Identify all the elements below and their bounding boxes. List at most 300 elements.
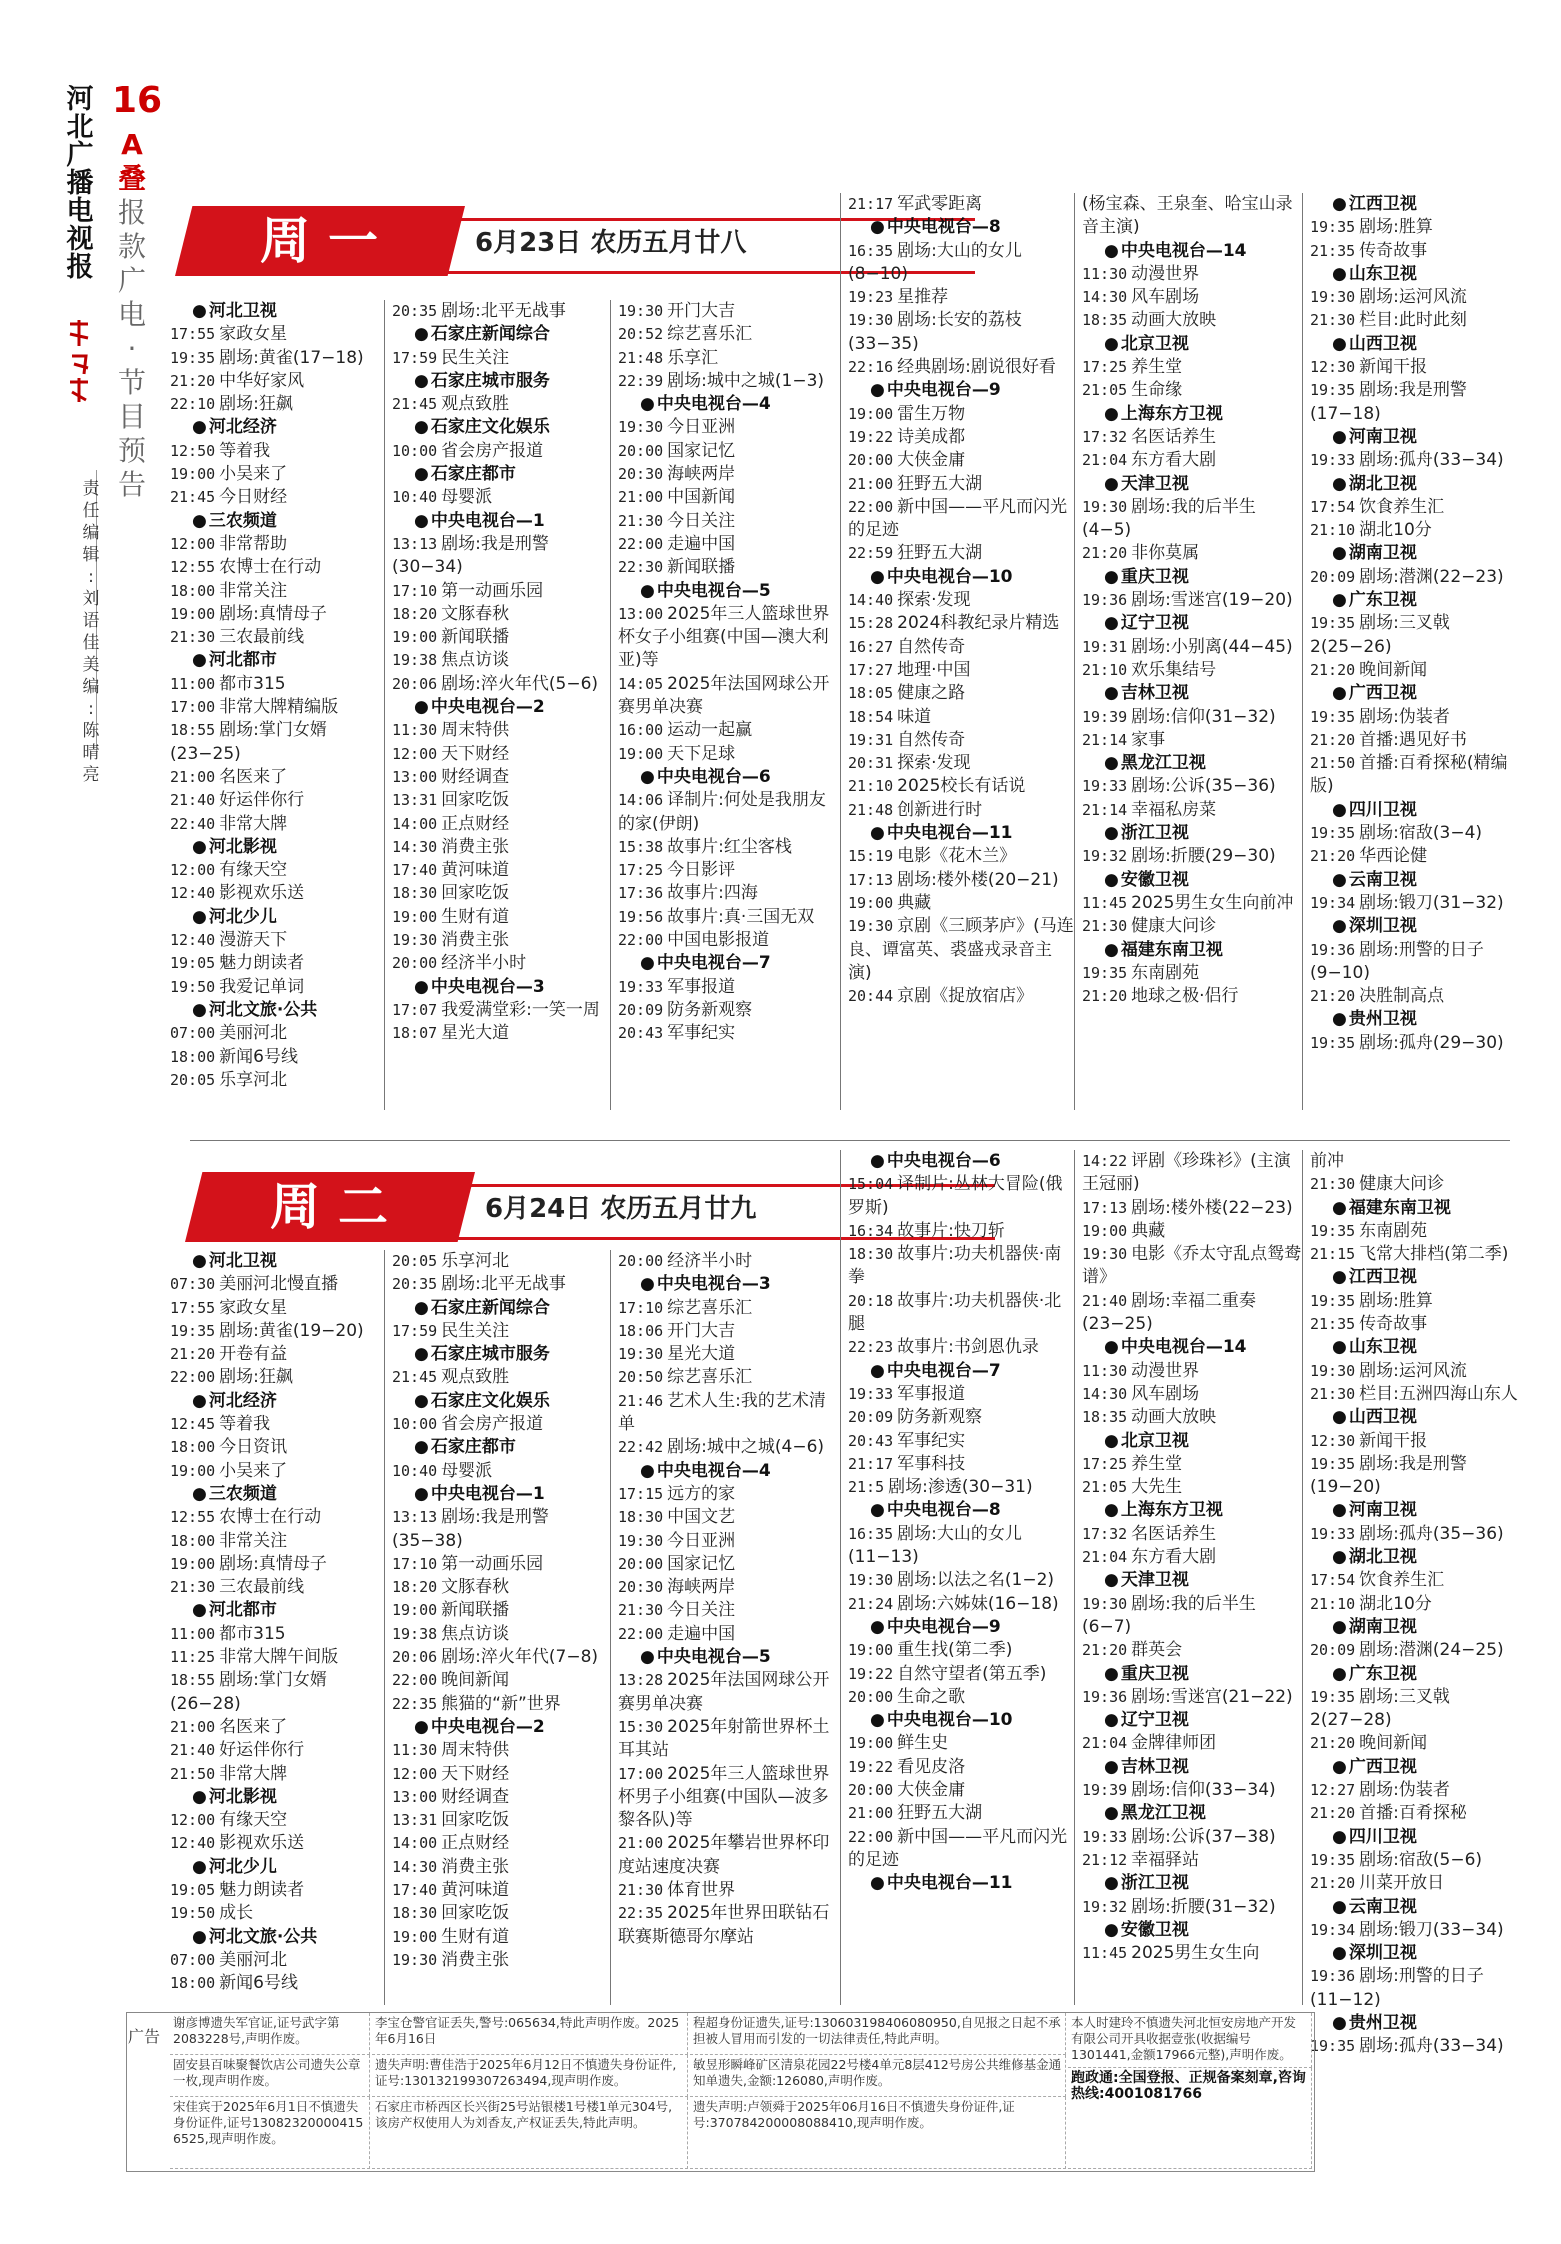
- program-entry: [618, 300, 840, 323]
- column-divider: [610, 1250, 611, 2005]
- program-title: 首播:遇见好书: [1359, 729, 1467, 750]
- program-title: 地球之极·侣行: [1131, 986, 1239, 1007]
- program-title: 狂野五大湖: [897, 1803, 983, 1824]
- tuesday-date: 6月24日 农历五月廿九: [485, 1194, 757, 1224]
- program-title: 星光大道: [441, 1023, 510, 1044]
- program-title: 星推荐: [897, 287, 949, 308]
- program-title: 海峡两岸: [667, 464, 736, 485]
- program-time: 14:40: [848, 591, 894, 610]
- program-time: 21:00: [618, 488, 664, 507]
- program-title: 生命之歌: [897, 1686, 966, 1707]
- program-entry: [392, 626, 610, 649]
- program-entry: [170, 696, 382, 719]
- program-time: 17:54: [1310, 1571, 1356, 1590]
- newspaper-logo: [64, 316, 94, 396]
- channel-heading: ● 三农频道: [170, 1483, 382, 1506]
- program-title: 剧场:孤舟(33−34): [1359, 2036, 1504, 2057]
- channel-heading: ● 中央电视台—9: [848, 1616, 1074, 1639]
- program-title: 民生关注: [441, 347, 510, 368]
- program-time: 15:38: [618, 837, 664, 856]
- program-time: 14:30: [1082, 1384, 1128, 1403]
- paper-name: [62, 86, 98, 282]
- program-time: 19:30: [392, 931, 438, 950]
- program-time: 19:38: [392, 651, 438, 670]
- program-entry: [1082, 379, 1302, 402]
- program-title: 剧场:三叉戟2(25−26): [1310, 613, 1450, 657]
- program-title: 美丽河北慢直播: [219, 1274, 339, 1295]
- program-entry: [170, 533, 382, 556]
- program-time: 17:00: [618, 1764, 664, 1783]
- program-entry: [848, 473, 1074, 496]
- program-entry: [1310, 1802, 1520, 1825]
- channel-heading: ● 北京卫视: [1082, 1430, 1302, 1453]
- program-title: 生财有道: [441, 1926, 510, 1947]
- program-title: 军事纪实: [667, 1023, 736, 1044]
- channel-heading: ● 山东卫视: [1310, 1336, 1520, 1359]
- program-time: 19:30: [1082, 497, 1128, 516]
- program-entry: [170, 766, 382, 789]
- program-title: 运动一起赢: [667, 720, 753, 741]
- program-time: 20:00: [618, 1252, 664, 1270]
- program-time: 12:00: [170, 861, 216, 880]
- channel-heading: ● 中央电视台—2: [392, 1716, 610, 1739]
- program-entry: [618, 1763, 840, 1833]
- program-entry: [848, 1243, 1074, 1290]
- program-entry: [848, 286, 1074, 309]
- program-entry: [618, 743, 840, 766]
- program-time: 15:28: [848, 614, 894, 633]
- program-time: 19:30: [1310, 1361, 1356, 1380]
- program-time: 22:00: [848, 497, 894, 516]
- section-rest-char: ·: [127, 332, 137, 365]
- program-title: 2024科教纪录片精选: [897, 613, 1060, 634]
- program-title: 星光大道: [667, 1344, 736, 1365]
- program-entry: [848, 1173, 1074, 1220]
- channel-heading: ● 石家庄城市服务: [392, 1343, 610, 1366]
- program-time: 17:40: [392, 1881, 438, 1900]
- credits-char: 语: [82, 611, 100, 631]
- channel-heading: ● 中央电视台—8: [848, 216, 1074, 239]
- program-time: 21:20: [1310, 987, 1356, 1006]
- program-title: 剧场:公诉(37−38): [1131, 1826, 1276, 1847]
- program-entry: [618, 370, 840, 393]
- section-rest-char: 电: [117, 298, 146, 331]
- channel-heading: ● 河北经济: [170, 1390, 382, 1413]
- monday-weekday: 周一: [260, 211, 396, 270]
- program-time: 21:20: [1310, 1804, 1356, 1823]
- program-time: 17:13: [848, 870, 894, 889]
- program-time: 22:40: [170, 814, 216, 833]
- channel-heading: ● 辽宁卫视: [1082, 612, 1302, 635]
- program-time: 18:20: [392, 1578, 438, 1597]
- program-time: 22:00: [618, 1624, 664, 1643]
- program-entry: [1082, 356, 1302, 379]
- program-time: 13:13: [392, 534, 438, 553]
- program-time: 22:23: [848, 1338, 894, 1357]
- program-time: 16:35: [848, 241, 894, 260]
- program-entry: [848, 496, 1074, 543]
- program-title: 影视欢乐送: [219, 883, 305, 904]
- program-entry: [392, 1460, 610, 1483]
- program-entry: [170, 952, 382, 975]
- program-time: 21:20: [1310, 1734, 1356, 1753]
- program-entry: [1082, 1243, 1302, 1290]
- channel-heading: ● 河北文旅·公共: [170, 999, 382, 1022]
- program-title: 今日资讯: [219, 1437, 288, 1458]
- program-entry: [848, 1336, 1074, 1359]
- program-time: 13:13: [392, 1508, 438, 1527]
- program-time: 17:25: [1082, 1454, 1128, 1473]
- program-title: 影视欢乐送: [219, 1833, 305, 1854]
- program-entry: [1310, 216, 1520, 239]
- program-time: 21:10: [1310, 1594, 1356, 1613]
- program-title: 省会房产报道: [441, 1414, 544, 1435]
- program-title: 东方看大剧: [1131, 450, 1217, 471]
- day-divider: [190, 1140, 1510, 1141]
- program-time: 19:38: [392, 1624, 438, 1643]
- program-entry: [848, 1453, 1074, 1476]
- program-time: 11:25: [170, 1648, 216, 1667]
- program-title: 剧场:三叉戟2(27−28): [1310, 1686, 1450, 1731]
- program-entry: [1082, 845, 1302, 868]
- program-title: 首播:百肴探秘(精编版): [1310, 753, 1508, 797]
- program-title: 故事片:真·三国无双: [667, 906, 815, 927]
- program-title: 动漫世界: [1131, 263, 1200, 284]
- program-title: 天下足球: [667, 743, 736, 764]
- program-entry: [618, 1390, 840, 1437]
- program-entry: [618, 1022, 840, 1045]
- program-entry: [1310, 612, 1520, 659]
- program-title: 剧场:楼外楼(20−21): [897, 869, 1059, 890]
- program-time: 21:17: [848, 195, 894, 213]
- program-entry: [1082, 892, 1302, 915]
- credits-char: 晴: [82, 743, 100, 763]
- program-title: 东南剧苑: [1131, 962, 1200, 983]
- program-time: 17:54: [1310, 497, 1356, 516]
- program-entry: [1082, 1593, 1302, 1640]
- channel-heading: ● 河北少儿: [170, 1856, 382, 1879]
- monday-schedule-column: [170, 300, 382, 1092]
- program-time: 20:00: [848, 1687, 894, 1706]
- channel-heading: ● 深圳卫视: [1310, 1942, 1520, 1965]
- program-entry: [848, 1476, 1074, 1499]
- program-entry: [392, 1273, 610, 1296]
- channel-heading: ● 山东卫视: [1310, 263, 1520, 286]
- program-entry: [618, 719, 840, 742]
- program-entry: [1310, 1593, 1520, 1616]
- program-entry: [618, 1530, 840, 1553]
- program-entry: [848, 589, 1074, 612]
- program-title: 漫游天下: [219, 930, 288, 951]
- program-title: 剧场:城中之城(4−6): [667, 1437, 825, 1458]
- program-title: 新闻6号线: [219, 1973, 298, 1994]
- classified-ad: 遗失声明:卢领舜于2025年06月16日不慎遗失身份证件,证号:370784200008088410,现声明作废。: [690, 2097, 1066, 2169]
- program-title: 好运伴你行: [219, 790, 305, 811]
- program-title: 综艺喜乐汇: [667, 324, 753, 345]
- program-entry: [392, 1832, 610, 1855]
- program-time: 07:00: [170, 1950, 216, 1969]
- channel-heading: ● 福建东南卫视: [1310, 1197, 1520, 1220]
- program-time: 21:35: [1310, 241, 1356, 260]
- program-entry: [392, 859, 610, 882]
- program-title: 观点致胜: [441, 1367, 510, 1388]
- program-time: 19:35: [1310, 1033, 1356, 1052]
- program-entry: [848, 729, 1074, 752]
- program-entry: [1310, 1965, 1520, 2012]
- program-title: 乐享汇: [667, 347, 719, 368]
- program-time: 21:40: [1082, 1291, 1128, 1310]
- program-time: 20:30: [618, 465, 664, 484]
- program-entry: [618, 976, 840, 999]
- program-entry: [170, 1576, 382, 1599]
- program-time: 21:05: [1082, 381, 1128, 400]
- program-entry: [392, 1856, 610, 1879]
- program-time: 12:40: [170, 931, 216, 950]
- program-time: 19:35: [1310, 2037, 1356, 2056]
- program-title: 剧场:我是刑警(35−38): [392, 1507, 549, 1551]
- program-title: 开门大吉: [667, 1320, 736, 1341]
- program-time: 12:40: [170, 1834, 216, 1853]
- program-entry: [848, 1220, 1074, 1243]
- section-rest: [112, 196, 152, 502]
- program-entry: [618, 556, 840, 579]
- program-time: 19:31: [848, 730, 894, 749]
- program-time: 19:35: [1310, 1454, 1356, 1473]
- program-entry: [170, 1530, 382, 1553]
- program-title: 剧场:城中之城(1−3): [667, 370, 825, 391]
- program-title: 剧场:掌门女婿(26−28): [170, 1670, 327, 1714]
- program-title: 非常大牌精编版: [219, 697, 339, 718]
- program-entry: [618, 510, 840, 533]
- program-time: 18:35: [1082, 311, 1128, 330]
- program-entry: [170, 1763, 382, 1786]
- program-entry: [1082, 589, 1302, 612]
- program-time: 10:40: [392, 1461, 438, 1480]
- program-title: 今日关注: [667, 510, 736, 531]
- program-title: 黄河味道: [441, 1880, 510, 1901]
- program-time: 18:55: [170, 1671, 216, 1690]
- program-entry: [392, 1763, 610, 1786]
- program-title: 乐享河北: [441, 1251, 510, 1271]
- channel-heading: ● 中央电视台—4: [618, 393, 840, 416]
- program-time: 21:30: [618, 511, 664, 530]
- program-time: 19:00: [848, 1641, 894, 1660]
- program-entry: [392, 1926, 610, 1949]
- program-time: 21:20: [170, 1345, 216, 1364]
- program-title: 今日财经: [219, 487, 288, 508]
- program-entry: [392, 906, 610, 929]
- program-title: 剧场:我的后半生(4−5): [1082, 496, 1256, 541]
- program-title: 剧场:孤舟(35−36): [1359, 1523, 1504, 1544]
- program-title: 天下财经: [441, 743, 510, 764]
- program-title: 典藏: [1131, 1220, 1166, 1241]
- program-entry: [618, 1669, 840, 1716]
- program-title: 剧场:以法之名(1−2): [897, 1570, 1055, 1591]
- channel-heading: ● 安徽卫视: [1082, 1919, 1302, 1942]
- program-entry: [848, 1569, 1074, 1592]
- program-title: 大先生: [1131, 1477, 1183, 1498]
- program-entry: [392, 766, 610, 789]
- program-title: 剧场:北平无战事: [441, 301, 566, 321]
- program-time: 21:30: [1082, 917, 1128, 936]
- program-title: 剧场:折腰(29−30): [1131, 846, 1276, 867]
- channel-heading: ● 深圳卫视: [1310, 915, 1520, 938]
- monday-schedule-column: [1310, 193, 1520, 1055]
- program-title: 东南剧苑: [1359, 1220, 1428, 1241]
- program-title: 今日亚洲: [667, 1530, 736, 1551]
- program-title: 家政女星: [219, 1297, 288, 1318]
- program-entry: [618, 416, 840, 439]
- column-divider: [384, 1250, 385, 2005]
- program-time: 17:07: [392, 1000, 438, 1019]
- program-time: 14:30: [392, 837, 438, 856]
- program-time: 20:09: [1310, 1641, 1356, 1660]
- program-time: 21:30: [618, 1881, 664, 1900]
- program-title: 综艺喜乐汇: [667, 1367, 753, 1388]
- program-entry: [848, 240, 1074, 287]
- program-entry: [618, 347, 840, 370]
- program-entry: [848, 356, 1074, 379]
- program-title: 焦点访谈: [441, 1623, 510, 1644]
- channel-heading: ● 云南卫视: [1310, 869, 1520, 892]
- program-time: 21:20: [1082, 544, 1128, 563]
- program-title: 经典剧场:剧说很好看: [897, 357, 1056, 378]
- program-time: 21:00: [848, 474, 894, 493]
- program-title: 剧场:宿敌(3−4): [1359, 823, 1483, 844]
- program-time: 18:30: [618, 1508, 664, 1527]
- program-time: 19:00: [170, 1554, 216, 1573]
- program-time: 17:10: [392, 1554, 438, 1573]
- program-entry: [392, 580, 610, 603]
- program-title: 有缘天空: [219, 860, 288, 881]
- program-title: 湖北10分: [1359, 520, 1432, 541]
- program-time: 21:20: [1310, 1874, 1356, 1893]
- program-title: 剧场:雪迷宫(19−20): [1131, 590, 1293, 611]
- program-time: 17:13: [1082, 1198, 1128, 1217]
- program-time: 19:33: [618, 977, 664, 996]
- program-title: 消费主张: [441, 1856, 510, 1877]
- program-title: 名医话养生: [1131, 426, 1217, 447]
- program-entry: [392, 836, 610, 859]
- program-time: 20:00: [392, 954, 438, 973]
- channel-heading: ● 吉林卫视: [1082, 1756, 1302, 1779]
- program-time: 19:00: [170, 465, 216, 484]
- program-time: 19:00: [1082, 1221, 1128, 1240]
- program-entry: [170, 626, 382, 649]
- program-entry: [848, 845, 1074, 868]
- program-title: 华西论健: [1359, 846, 1428, 867]
- program-title: 剧场:长安的荔枝(33−35): [848, 310, 1022, 354]
- program-time: 11:00: [170, 1624, 216, 1643]
- program-entry: [1082, 706, 1302, 729]
- channel-heading: ● 中央电视台—7: [618, 952, 840, 975]
- section-rest-char: 款: [117, 230, 146, 263]
- program-entry: [848, 426, 1074, 449]
- channel-heading: ● 山西卫视: [1310, 1406, 1520, 1429]
- program-title: 等着我: [219, 440, 271, 461]
- program-time: 19:00: [170, 1461, 216, 1480]
- program-title: 首播:百肴探秘: [1359, 1803, 1467, 1824]
- program-entry: [1310, 1243, 1520, 1266]
- section-title: [112, 128, 152, 502]
- program-title: 非常大牌: [219, 1763, 288, 1784]
- program-title: 晚间新闻: [1359, 1733, 1428, 1754]
- program-title: 军事纪实: [897, 1430, 966, 1451]
- channel-heading: ● 上海东方卫视: [1082, 403, 1302, 426]
- program-time: 19:00: [618, 744, 664, 763]
- channel-heading: ● 山西卫视: [1310, 333, 1520, 356]
- program-entry: [1310, 1639, 1520, 1662]
- program-title: 家事: [1131, 729, 1166, 750]
- program-entry: [1082, 309, 1302, 332]
- program-time: 21:10: [1082, 660, 1128, 679]
- program-entry: [1082, 729, 1302, 752]
- program-entry: [848, 1732, 1074, 1755]
- program-entry: [392, 789, 610, 812]
- program-entry: [170, 440, 382, 463]
- program-time: 22:42: [618, 1438, 664, 1457]
- program-time: 21:04: [1082, 1734, 1128, 1753]
- paper-name-char: 广: [66, 140, 94, 171]
- column-divider: [840, 193, 841, 1110]
- program-title: 狂野五大湖: [897, 543, 983, 564]
- program-time: 21:50: [170, 1764, 216, 1783]
- program-time: 20:52: [618, 325, 664, 344]
- program-entry: [1310, 752, 1520, 799]
- program-title: 剧场:我是刑警(19−20): [1310, 1453, 1467, 1498]
- program-entry: [618, 1879, 840, 1902]
- channel-heading: ● 中央电视台—7: [848, 1360, 1074, 1383]
- program-title: 省会房产报道: [441, 440, 544, 461]
- program-title: 剧场:渗透(30−31): [888, 1477, 1033, 1498]
- program-time: 19:36: [1310, 940, 1356, 959]
- program-time: 19:35: [1310, 1850, 1356, 1869]
- program-title: 中国文艺: [667, 1507, 736, 1528]
- program-time: 21:45: [392, 395, 438, 414]
- channel-heading: ● 江西卫视: [1310, 193, 1520, 216]
- column-divider: [1302, 193, 1303, 1110]
- program-title: 周末特供: [441, 1740, 510, 1761]
- program-time: 19:33: [1310, 451, 1356, 470]
- program-time: 12:00: [170, 534, 216, 553]
- program-title: 今日关注: [667, 1600, 736, 1621]
- program-title: 开卷有益: [219, 1344, 288, 1365]
- program-entry: [170, 859, 382, 882]
- program-time: 20:43: [618, 1024, 664, 1043]
- program-title: 京剧《捉放宿店》: [897, 986, 1034, 1007]
- program-entry: [1082, 449, 1302, 472]
- program-entry: [618, 1599, 840, 1622]
- section-rest-char: 报: [117, 196, 146, 229]
- program-entry: [1310, 1150, 1520, 1173]
- program-title: 译制片:何处是我朋友的家(伊朗): [618, 790, 826, 834]
- program-entry: [392, 952, 610, 975]
- program-title: 评剧《珍珠衫》(主演 王冠丽): [1082, 1151, 1291, 1195]
- program-title: 黄河味道: [441, 860, 510, 881]
- program-time: 12:30: [1310, 1431, 1356, 1450]
- program-entry: [392, 719, 610, 742]
- program-entry: [848, 1686, 1074, 1709]
- program-title: 综艺喜乐汇: [667, 1297, 753, 1318]
- channel-heading: ● 石家庄都市: [392, 463, 610, 486]
- program-entry: [1082, 1220, 1302, 1243]
- program-time: 19:30: [618, 1345, 664, 1364]
- program-title: 新闻6号线: [219, 1046, 298, 1067]
- program-entry: [170, 1320, 382, 1343]
- program-time: 19:33: [1310, 1524, 1356, 1543]
- program-title: 动画大放映: [1131, 1407, 1217, 1428]
- program-title: 回家吃饭: [441, 1903, 510, 1924]
